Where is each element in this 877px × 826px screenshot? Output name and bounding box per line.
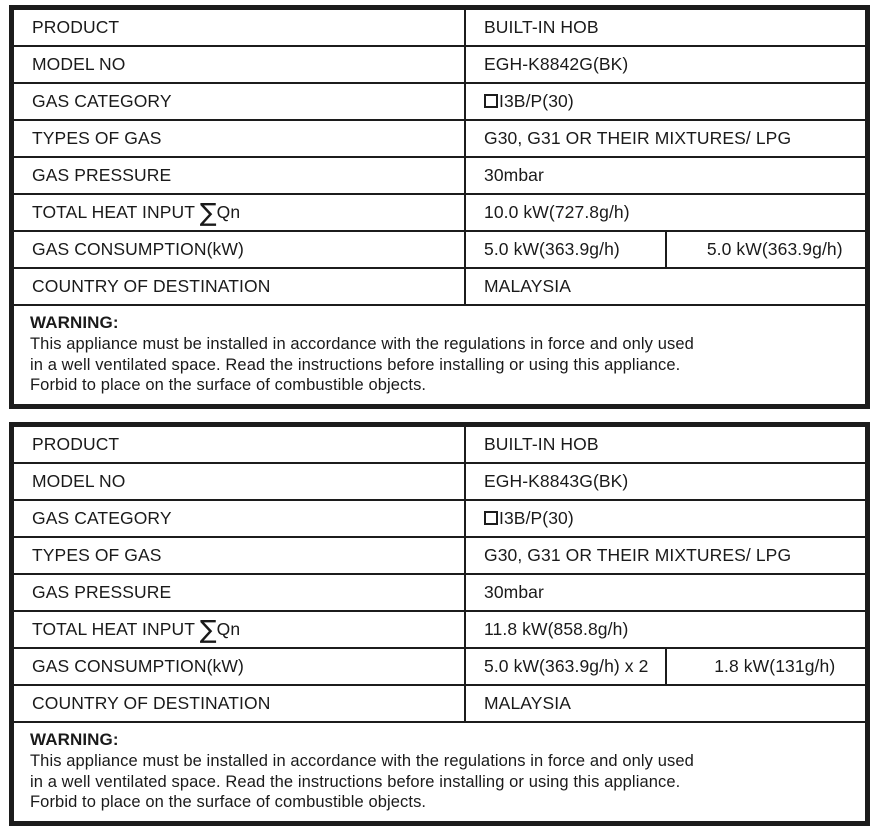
row-value-gas-consumption-burner-1: 5.0 kW(363.9g/h) x 2 [465, 648, 666, 685]
table-row [13, 120, 866, 157]
warning-line-2: in a well ventilated space. Read the instructions before installing or using this appliance. [30, 772, 681, 791]
table-row [13, 611, 866, 648]
warning-title: WARNING: [30, 313, 119, 332]
table-row [13, 268, 866, 305]
row-value-model-no: EGH-K8843G(BK) [465, 463, 866, 500]
sigma-icon: ∑ [199, 615, 217, 644]
row-value-country-of-destination: MALAYSIA [465, 685, 866, 722]
spec-table-model-8843 [9, 422, 870, 826]
row-value-types-of-gas: G30, G31 OR THEIR MIXTURES/ LPG [465, 120, 866, 157]
warning-line-2: in a well ventilated space. Read the instructions before installing or using this appliance. [30, 355, 681, 374]
warning-line-3: Forbid to place on the surface of combustible objects. [30, 375, 427, 394]
row-label-types-of-gas: TYPES OF GAS [13, 120, 465, 157]
row-value-gas-pressure: 30mbar [465, 157, 866, 194]
row-label-types-of-gas: TYPES OF GAS [13, 537, 465, 574]
gas-category-text: I3B/P(30) [499, 508, 574, 528]
table-row [13, 537, 866, 574]
row-value-gas-consumption-burner-2: 1.8 kW(131g/h) [666, 648, 867, 685]
warning-line-1: This appliance must be installed in accordance with the regulations in force and only used [30, 335, 694, 354]
hollow-square-glyph-icon [484, 94, 498, 108]
row-label-gas-pressure: GAS PRESSURE [13, 574, 465, 611]
table-row-warning [13, 722, 866, 822]
gas-category-text: I3B/P(30) [499, 91, 574, 111]
total-heat-input-text: TOTAL HEAT INPUT [32, 202, 200, 222]
row-label-total-heat-input [13, 194, 465, 231]
table-row [13, 500, 866, 537]
table-row [13, 574, 866, 611]
table-row [13, 46, 866, 83]
row-label-total-heat-input [13, 611, 465, 648]
total-heat-input-text: TOTAL HEAT INPUT [32, 619, 200, 639]
row-label-gas-consumption: GAS CONSUMPTION(kW) [13, 648, 465, 685]
row-value-product: BUILT-IN HOB [465, 426, 866, 463]
row-value-product: BUILT-IN HOB [465, 9, 866, 46]
spec-table-grid [12, 425, 867, 823]
warning-line-1: This appliance must be installed in accordance with the regulations in force and only used [30, 752, 694, 771]
row-value-gas-consumption-burner-2: 5.0 kW(363.9g/h) [666, 231, 867, 268]
row-value-country-of-destination: MALAYSIA [465, 268, 866, 305]
table-row [13, 463, 866, 500]
row-value-total-heat-input: 10.0 kW(727.8g/h) [465, 194, 866, 231]
table-row [13, 648, 866, 685]
qn-subscript: Qn [216, 619, 241, 639]
row-label-gas-pressure: GAS PRESSURE [13, 157, 465, 194]
row-label-gas-category: GAS CATEGORY [13, 83, 465, 120]
row-label-country-of-destination: COUNTRY OF DESTINATION [13, 268, 465, 305]
row-value-types-of-gas: G30, G31 OR THEIR MIXTURES/ LPG [465, 537, 866, 574]
row-label-model-no: MODEL NO [13, 46, 465, 83]
warning-cell [13, 722, 866, 822]
spec-table-grid [12, 8, 867, 406]
table-row [13, 9, 866, 46]
row-label-product: PRODUCT [13, 426, 465, 463]
warning-line-3: Forbid to place on the surface of combustible objects. [30, 792, 427, 811]
row-value-total-heat-input: 11.8 kW(858.8g/h) [465, 611, 866, 648]
row-value-gas-category [465, 83, 866, 120]
warning-cell [13, 305, 866, 405]
table-row [13, 685, 866, 722]
row-label-model-no: MODEL NO [13, 463, 465, 500]
table-row [13, 83, 866, 120]
table-row [13, 157, 866, 194]
table-row [13, 231, 866, 268]
qn-subscript: Qn [216, 202, 241, 222]
warning-title: WARNING: [30, 730, 119, 749]
table-row [13, 194, 866, 231]
hollow-square-glyph-icon [484, 511, 498, 525]
row-value-gas-pressure: 30mbar [465, 574, 866, 611]
table-row-warning [13, 305, 866, 405]
row-label-product: PRODUCT [13, 9, 465, 46]
row-value-gas-category [465, 500, 866, 537]
row-label-country-of-destination: COUNTRY OF DESTINATION [13, 685, 465, 722]
row-label-gas-category: GAS CATEGORY [13, 500, 465, 537]
row-value-model-no: EGH-K8842G(BK) [465, 46, 866, 83]
table-row [13, 426, 866, 463]
row-value-gas-consumption-burner-1: 5.0 kW(363.9g/h) [465, 231, 666, 268]
sigma-icon: ∑ [199, 198, 217, 227]
spec-table-model-8842 [9, 5, 870, 409]
row-label-gas-consumption: GAS CONSUMPTION(kW) [13, 231, 465, 268]
